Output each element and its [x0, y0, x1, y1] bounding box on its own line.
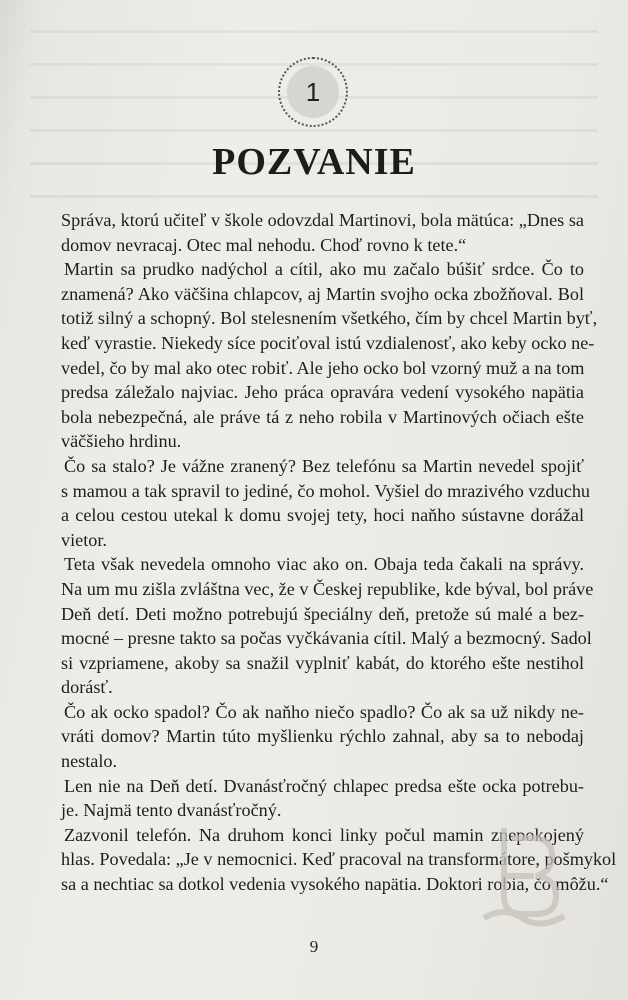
text-line: väčšieho hrdinu. [61, 431, 182, 452]
text-line: Teta však nevedela omnoho viac ako on. Obaja teda čakali na správy. [64, 554, 584, 575]
text-line: znamená? Ako väčšina chlapcov, aj Martin svojho ocka zbožňoval. Bol [61, 283, 584, 304]
text-line: sa a nechtiac sa dotkol vedenia vysokého napätia. Doktori robia, čo môžu.“ [61, 874, 609, 895]
text-line: Martin sa prudko nadýchol a cítil, ako mu začalo búšiť srdce. Čo to [64, 259, 584, 280]
text-line: Na um mu zišla zvláštna vec, že v Českej republike, kde býval, bol práve [61, 578, 594, 599]
text-line: domov nevracaj. Otec mal nehodu. Choď rovno k tete.“ [61, 234, 467, 255]
text-line: Čo ak ocko spadol? Čo ak naňho niečo spadlo? Čo ak sa už nikdy ne- [64, 701, 584, 722]
chapter-title: POZVANIE [212, 141, 416, 183]
text-line: mocné – presne takto sa počas vyčkávania cítil. Malý a bezmocný. Sadol [61, 628, 592, 649]
chapter-number: 1 [287, 66, 339, 118]
text-line: Deň detí. Deti možno potrebujú špeciálny deň, pretože sú malé a bez- [61, 603, 584, 624]
chapter-body [61, 208, 617, 897]
text-line: je. Najmä tento dvanásťročný. [61, 800, 282, 821]
text-line: bola nebezpečná, ale práve tá z neho robila v Martinových očiach ešte [61, 406, 584, 427]
text-line: Správa, ktorú učiteľ v škole odovzdal Martinovi, bola mätúca: „Dnes sa [61, 210, 584, 230]
text-line: vietor. [61, 529, 107, 550]
text-line: s mamou a tak spravil to jediné, čo mohol. Vyšiel do mrazivého vzduchu [61, 480, 591, 501]
text-line: a celou cestou utekal k domu svojej tety, hoci naňho sústavne dorážal [61, 505, 584, 526]
publisher-watermark-logo [474, 818, 574, 928]
text-line: keď vyrastie. Niekedy síce pociťoval istú vzdialenosť, ako keby ocko ne- [61, 332, 595, 353]
text-line: Zazvonil telefón. Na druhom konci linky počul mamin znepokojený [64, 824, 584, 845]
text-line: vedel, čo by mal ako otec robiť. Ale jeho ocko bol vzorný muž a na tom [61, 357, 585, 378]
text-line: Čo sa stalo? Je vážne zranený? Bez telefónu sa Martin nevedel spojiť [64, 455, 584, 476]
text-line: totiž silný a schopný. Bol stelesnením všetkého, čím by chcel Martin byť, [61, 308, 598, 329]
text-line: dorásť. [61, 677, 113, 698]
text-line: nestalo. [61, 751, 118, 772]
text-line: predsa záležalo najviac. Jeho práca opravára vedení vysokého napätia [61, 382, 584, 403]
text-line: vráti domov? Martin túto myšlienku rýchlo zahnal, aby sa to nebodaj [61, 726, 584, 747]
page-number: 9 [309, 937, 319, 956]
text-line: Len nie na Deň detí. Dvanásťročný chlapec predsa ešte ocka potrebu- [64, 775, 584, 796]
chapter-number-badge [278, 57, 348, 127]
text-line: si vzpriamene, akoby sa snažil vyplniť kabát, do ktorého ešte nestihol [61, 652, 584, 673]
text-line: hlas. Povedala: „Je v nemocnici. Keď pracoval na transformátore, pošmykol [61, 849, 617, 870]
